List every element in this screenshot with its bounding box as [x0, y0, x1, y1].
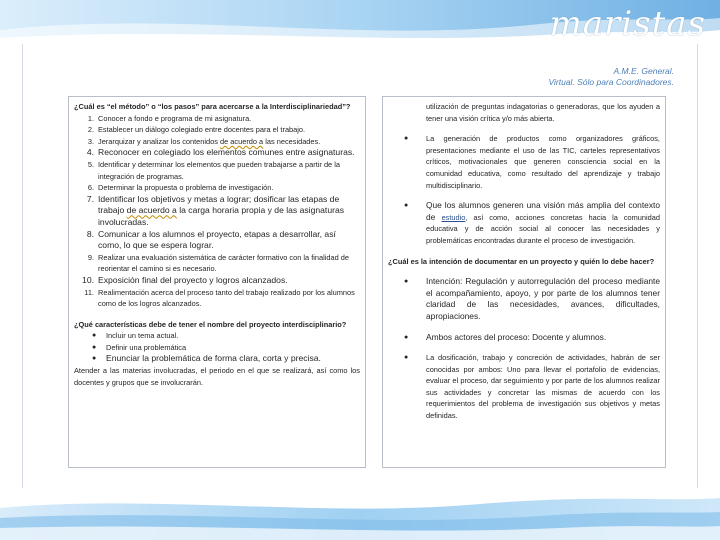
- step-text: Establecer un diálogo colegiado entre docentes para el trabajo.: [98, 125, 306, 135]
- step-text: Comunicar a los alumnos el proyecto, etapas a desarrollar, así como, lo que se espera lograr.: [98, 228, 336, 251]
- subtitle-line-2: Virtual. Sólo para Coordinadores.: [548, 77, 674, 87]
- bullet-text: Que los alumnos generen una visión más amplia del contexto de: [426, 200, 660, 222]
- step-text: la carga horaria propia y de las asignaturas involucradas.: [98, 205, 345, 227]
- step-item: [74, 275, 360, 287]
- documentation-list: [388, 276, 660, 422]
- step-number: 10.: [82, 274, 94, 285]
- continued-paragraph: utilización de preguntas indagatorias o generadoras, que los ayuden a tener una visión crítica y/o más abierta.: [426, 102, 660, 123]
- results-list: [388, 133, 660, 246]
- step-number: 4.: [86, 147, 94, 158]
- step-text-marked: de acuerdo a: [126, 205, 177, 216]
- bullet-item: [74, 330, 360, 342]
- question-method: ¿Cuál es “el método” o “los pasos” para acercarse a la Interdisciplinariedad”?: [74, 102, 351, 111]
- step-number: 6.: [87, 183, 94, 193]
- step-item: [74, 113, 360, 125]
- bullet-text: Enunciar la problemática de forma clara, corta y precisa.: [106, 353, 321, 364]
- step-number: 1.: [87, 113, 94, 123]
- bullet-text: Ambos actores del proceso: Docente y alumnos.: [426, 331, 607, 342]
- maristas-logo: maristas: [549, 4, 706, 44]
- bullet-item: [388, 133, 660, 191]
- name-features-list: [74, 330, 360, 365]
- step-item: [74, 252, 360, 275]
- step-text: las necesidades.: [263, 136, 321, 146]
- step-text: Conocer a fondo e programa de mi asignatura.: [98, 113, 252, 123]
- step-item: [74, 159, 360, 182]
- step-number: 3.: [87, 136, 94, 146]
- bottom-wave-band: [0, 488, 720, 540]
- header-subtitle: [548, 66, 674, 88]
- bullet-text: Definir una problemática: [106, 342, 187, 352]
- step-number: 8.: [86, 228, 94, 239]
- method-steps-list: [74, 113, 360, 310]
- bullet-item: [74, 353, 360, 365]
- bullet-text: Intención: Regulación y autorregulación del proceso mediante el acompañamiento, apoyo, y por parte de los alumnos tener claridad de las necesidades, avances, dificultades, apropiaciones.: [426, 276, 660, 321]
- step-text: Exposición final del proyecto y logros alcanzados.: [98, 274, 288, 285]
- step-text: Jerarquizar y analizar los contenidos: [98, 136, 221, 146]
- bullet-icon: ●: [404, 135, 409, 143]
- bullet-item: [388, 276, 660, 322]
- step-number: 5.: [87, 159, 94, 169]
- step-text: Realizar una evaluación sistemática de carácter formativo con la finalidad de reorientar el camino si es necesario.: [98, 252, 350, 274]
- bullet-item: [388, 200, 660, 246]
- step-text: Identificar los objetivos y metas a lograr; dosificar las etapas de trabajo: [98, 193, 340, 216]
- bullet-item: [74, 342, 360, 354]
- step-item: [74, 136, 360, 148]
- bullet-item: [388, 332, 660, 344]
- closing-paragraph: Atender a las materias involucradas, el periodo en el que se realizará, así como los docentes y grupos que se involucrarán.: [74, 366, 360, 387]
- bullet-icon: ●: [404, 278, 409, 286]
- top-wave-band: [0, 0, 720, 44]
- step-item: [74, 182, 360, 194]
- subtitle-line-1: A.M.E. General.: [613, 66, 674, 76]
- bullet-icon: ●: [92, 332, 97, 340]
- step-text: Determinar la propuesta o problema de investigación.: [98, 183, 274, 193]
- bullet-icon: ●: [404, 333, 409, 341]
- bullet-item: [388, 352, 660, 422]
- step-text: Realimentación acerca del proceso tanto del trabajo realizado por los alumnos como de los logros alcanzados.: [98, 287, 355, 309]
- step-item: [74, 124, 360, 136]
- step-number: 9.: [87, 252, 94, 262]
- bullet-text: La generación de productos como organizadores gráficos, presentaciones mediante el uso de las TIC, carteles representativos críticos, motivacionales que generen consciencia social en la comunidad educativa, como resultado del aprendizaje y trabajo multidisciplinario.: [426, 134, 660, 190]
- bullet-icon: ●: [92, 343, 97, 351]
- step-item: [74, 229, 360, 252]
- bullet-icon: ●: [404, 354, 409, 362]
- question-project-name: ¿Qué características debe de tener el nombre del proyecto interdisciplinario?: [74, 319, 347, 329]
- right-column-box: [382, 96, 666, 468]
- bullet-text-underlined: estudio: [441, 212, 466, 222]
- question-documentation: ¿Cuál es la intención de documentar en un proyecto y quién lo debe hacer?: [388, 256, 655, 266]
- step-number: 7.: [86, 193, 94, 204]
- bullet-icon: ●: [404, 202, 409, 210]
- step-number: 2.: [87, 125, 94, 135]
- bullet-icon: ●: [92, 355, 97, 363]
- step-text: Reconocer en colegiado los elementos comunes entre asignaturas.: [98, 147, 355, 158]
- bullet-text: , así como, acciones concretas hacia la comunidad educativa y de acción social al conocer las necesidades y problemáticas encontradas durante el proceso de investigación.: [426, 212, 660, 245]
- step-item: [74, 287, 360, 310]
- step-number: 11.: [84, 287, 94, 297]
- step-text-marked: de acuerdo a: [220, 136, 264, 146]
- wave-graphic-bottom: [0, 488, 720, 540]
- step-text: Identificar y determinar los elementos que pueden trabajarse a partir de la integración de programas.: [98, 159, 340, 181]
- bullet-text: Incluir un tema actual.: [106, 331, 179, 341]
- step-item: [74, 194, 360, 229]
- step-item: [74, 147, 360, 159]
- bullet-text: La dosificación, trabajo y concreción de actividades, habrán de ser conocidas por ambos: Uno para llevar el portafolio de evidencias, evaluar el proceso, dar seguimiento y por parte de los alumnos realizar sus actividades y concretar las mismas de acuerdo con los requerimientos del problema de investigación sus objetivos y metas definidas.: [426, 353, 660, 421]
- left-column-box: [68, 96, 366, 468]
